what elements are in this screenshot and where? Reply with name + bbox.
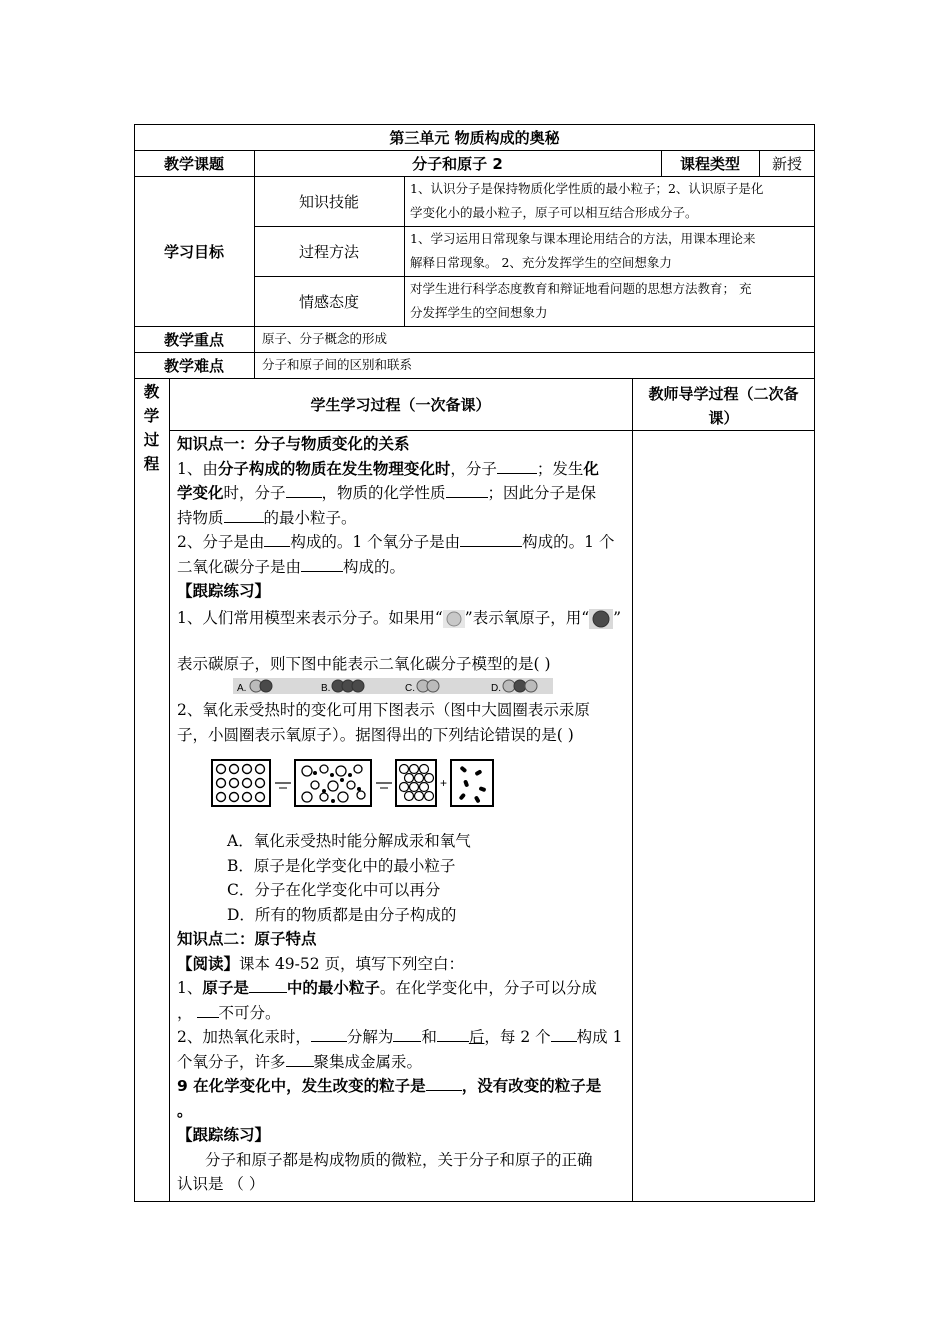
col-divider bbox=[632, 378, 633, 1202]
molecule-model-strip[interactable] bbox=[233, 676, 553, 696]
spacer bbox=[177, 632, 629, 652]
blank[interactable] bbox=[301, 557, 343, 572]
topic-value: 分子和原子 2 bbox=[412, 154, 503, 173]
side-char: 程 bbox=[143, 455, 160, 473]
text: 2、分子是由 bbox=[177, 533, 265, 551]
text: 不可分。 bbox=[218, 1003, 281, 1022]
text: 构成 1 bbox=[576, 1028, 623, 1046]
tracking-practice-2-title: 【跟踪练习】 bbox=[177, 1126, 271, 1144]
difficulty-label: 教学难点 bbox=[163, 356, 224, 375]
question-1-line-3 bbox=[177, 506, 629, 531]
text: 分解为 bbox=[346, 1028, 394, 1046]
option-a-label: A. bbox=[237, 683, 247, 694]
exercise-2-option-d: D．所有的物质都是由分子构成的 bbox=[227, 905, 457, 924]
oxygen-atom-icon bbox=[443, 610, 465, 628]
co2-model-options bbox=[233, 676, 629, 698]
key-point-label: 教学重点 bbox=[163, 330, 224, 349]
text-bold: 分子构成的物质在发生物理变化时 bbox=[217, 459, 451, 478]
unit-title: 第三单元 物质构成的奥秘 bbox=[389, 128, 560, 147]
text: 1、由 bbox=[177, 459, 218, 478]
side-char: 学 bbox=[143, 407, 160, 425]
blank[interactable] bbox=[249, 978, 287, 993]
blank[interactable] bbox=[426, 1076, 462, 1091]
blank[interactable] bbox=[497, 459, 537, 474]
side-char: 教 bbox=[143, 383, 160, 401]
text: 和 bbox=[421, 1028, 437, 1046]
col-divider bbox=[169, 378, 170, 1202]
type-label: 课程类型 bbox=[679, 154, 740, 173]
question-1-line-2 bbox=[177, 481, 629, 506]
objective-line: 分发挥学生的空间想象力 bbox=[410, 305, 548, 320]
process-side-label bbox=[134, 380, 169, 476]
text: 个氧分子，许多 bbox=[177, 1052, 286, 1071]
text: 构成的。1 个氧分子是由 bbox=[290, 533, 461, 551]
exercise-1-line-1 bbox=[177, 604, 629, 632]
question-2-line-1 bbox=[177, 530, 629, 555]
reading-q1-line-1 bbox=[177, 976, 629, 1001]
teacher-header-line: 课） bbox=[708, 409, 739, 427]
col-divider bbox=[404, 176, 405, 326]
text: 后 bbox=[468, 1028, 485, 1046]
text-bold: 原子是 bbox=[202, 979, 249, 997]
reading-q1-line-2 bbox=[177, 1001, 629, 1026]
mercury-oxide-diagram bbox=[177, 747, 629, 829]
objectives-label: 学习目标 bbox=[163, 242, 224, 261]
text: ，分子 bbox=[450, 459, 497, 478]
key-point-text: 原子、分子概念的形成 bbox=[262, 331, 388, 346]
question-1-line-1 bbox=[177, 457, 629, 482]
blank[interactable] bbox=[311, 1027, 347, 1042]
reading-line bbox=[177, 952, 629, 977]
blank[interactable] bbox=[286, 483, 322, 498]
objective-knowledge-label: 知识技能 bbox=[298, 192, 359, 211]
objective-line: 学变化小的最小粒子，原子可以相互结合形成分子。 bbox=[410, 205, 698, 220]
blank[interactable] bbox=[460, 532, 522, 547]
objective-attitude-text bbox=[410, 277, 814, 325]
text: ” bbox=[613, 608, 622, 627]
topic-label: 教学课题 bbox=[163, 154, 224, 173]
row-divider bbox=[169, 430, 815, 431]
text-bold: 学变化 bbox=[177, 484, 224, 502]
text-bold: ，没有改变的粒子是 bbox=[461, 1077, 602, 1095]
text: ，物质的化学性质 bbox=[321, 484, 446, 502]
teacher-header-line: 教师导学过程（二次备 bbox=[648, 385, 799, 403]
svg-text:+: + bbox=[440, 776, 448, 790]
blank[interactable] bbox=[446, 483, 488, 498]
text-bold: 【阅读】 bbox=[177, 954, 240, 973]
text: ；因此分子是保 bbox=[487, 484, 597, 502]
objective-knowledge-text bbox=[410, 177, 814, 225]
final-question-line-2: 认识是 （ ） bbox=[177, 1175, 265, 1193]
option-d-label: D. bbox=[491, 683, 501, 694]
text: ”表示氧原子，用“ bbox=[464, 608, 590, 627]
text: 1、 bbox=[177, 979, 203, 997]
blank[interactable] bbox=[551, 1027, 577, 1042]
reading-q2-line-2 bbox=[177, 1050, 629, 1075]
objective-attitude-label: 情感态度 bbox=[298, 292, 359, 311]
reading-q2-line-1 bbox=[177, 1025, 629, 1050]
text: ，每 2 个 bbox=[484, 1028, 551, 1046]
text: 1、人们常用模型来表示分子。如果用“ bbox=[177, 608, 443, 627]
text: ；发生 bbox=[536, 459, 584, 478]
teacher-process-header bbox=[632, 382, 815, 430]
exercise-2-line-1: 2、氧化汞受热时的变化可用下图表示（图中大圆圈表示汞原 bbox=[177, 701, 590, 719]
exercise-2-option-a: A．氧化汞受热时能分解成汞和氧气 bbox=[227, 832, 471, 850]
blank[interactable] bbox=[224, 508, 264, 523]
reading-q3-line-2: 。 bbox=[177, 1101, 193, 1120]
text: 2、加热氧化汞时， bbox=[177, 1028, 311, 1046]
text-bold: 化 bbox=[583, 459, 599, 478]
objective-line: 对学生进行科学态度教育和辩证地看问题的思想方法教育； 充 bbox=[410, 281, 752, 296]
option-b-label: B. bbox=[321, 683, 331, 694]
text: 构成的。1 个 bbox=[522, 533, 615, 551]
option-c-label: C. bbox=[405, 683, 415, 694]
knowledge-point-1-title: 知识点一：分子与物质变化的关系 bbox=[177, 435, 410, 453]
objective-line: 1、学习运用日常现象与课本理论用结合的方法，用课本理论来 bbox=[410, 231, 756, 246]
side-char: 过 bbox=[143, 431, 160, 449]
reading-q3-line-1 bbox=[177, 1074, 629, 1099]
exercise-1-line-2: 表示碳原子，则下图中能表示二氧化碳分子模型的是( ) bbox=[177, 654, 551, 673]
difficulty-text: 分子和原子间的区别和联系 bbox=[262, 357, 413, 372]
question-2-line-2 bbox=[177, 555, 629, 580]
text-bold: 9 在化学变化中，发生改变的粒子是 bbox=[177, 1077, 426, 1095]
exercise-2-option-b: B．原子是化学变化中的最小粒子 bbox=[227, 856, 456, 875]
blank[interactable] bbox=[197, 1003, 219, 1018]
objective-process-label: 过程方法 bbox=[298, 242, 359, 261]
final-question-line-1: 分子和原子都是构成物质的微粒，关于分子和原子的正确 bbox=[205, 1150, 593, 1169]
blank[interactable] bbox=[264, 532, 290, 547]
text: 二氧化碳分子是由 bbox=[177, 557, 302, 576]
text: 的最小粒子。 bbox=[263, 508, 357, 527]
text: 聚集成金属汞。 bbox=[313, 1052, 423, 1071]
exercise-2-option-c: C．分子在化学变化中可以再分 bbox=[227, 881, 441, 899]
objective-line: 解释日常现象。 2、充分发挥学生的空间想象力 bbox=[410, 255, 672, 270]
objective-line: 1、认识分子是保持物质化学性质的最小粒子；2、认识原子是化 bbox=[410, 181, 764, 196]
tracking-practice-1-title: 【跟踪练习】 bbox=[177, 582, 271, 600]
blank[interactable] bbox=[437, 1027, 469, 1042]
text: ， bbox=[177, 1003, 193, 1022]
knowledge-point-2-title: 知识点二：原子特点 bbox=[177, 930, 317, 948]
exercise-2-line-2: 子，小圆圈表示氧原子）。据图得出的下列结论错误的是( ) bbox=[177, 725, 574, 744]
text: 构成的。 bbox=[343, 557, 406, 576]
type-value: 新授 bbox=[771, 154, 802, 173]
text-bold: 中的最小粒子 bbox=[286, 979, 380, 997]
text: 课本 49-52 页，填写下列空白： bbox=[239, 954, 465, 973]
reaction-diagram bbox=[211, 759, 495, 809]
carbon-atom-icon bbox=[589, 609, 613, 629]
text: 。在化学变化中，分子可以分成 bbox=[379, 979, 597, 997]
objective-process-text bbox=[410, 227, 814, 275]
text: 持物质 bbox=[177, 508, 224, 527]
blank[interactable] bbox=[393, 1027, 421, 1042]
student-content bbox=[177, 432, 629, 1197]
blank[interactable] bbox=[286, 1052, 314, 1067]
student-process-header: 学生学习过程（一次备课） bbox=[310, 395, 491, 414]
text: 时，分子 bbox=[223, 484, 286, 502]
